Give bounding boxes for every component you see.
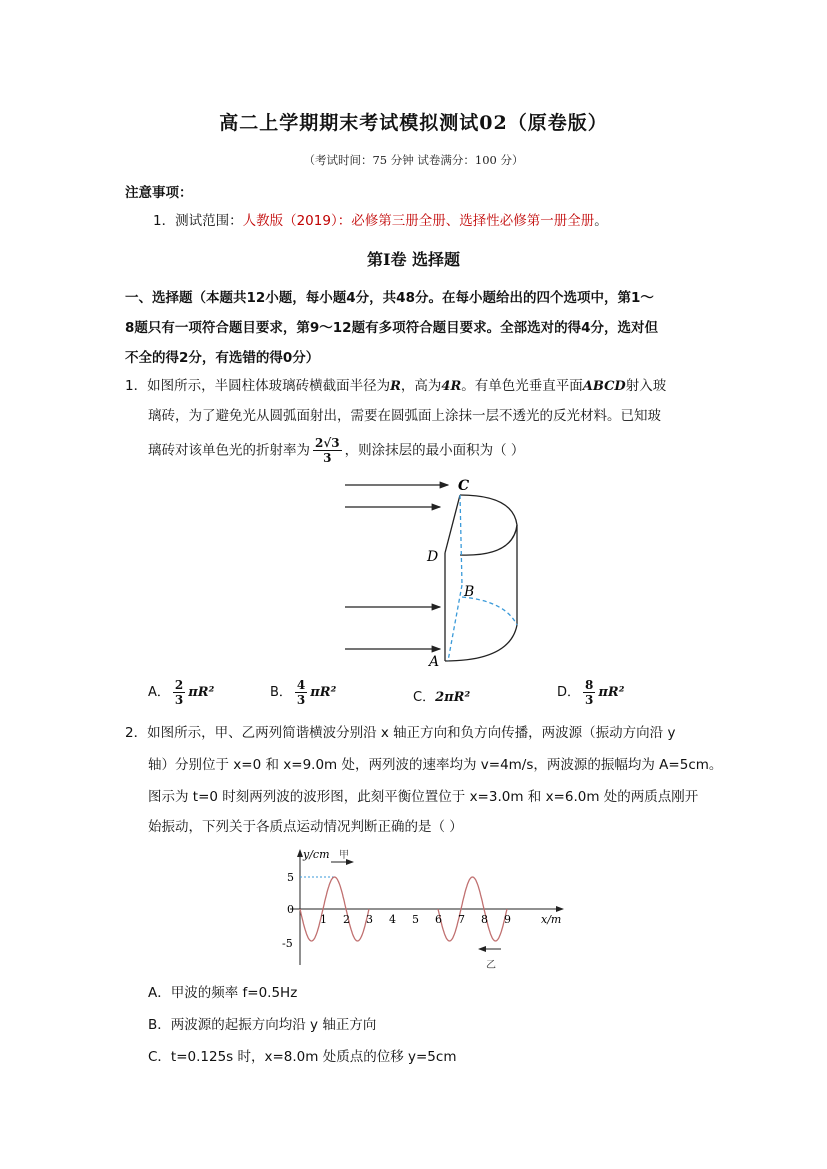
y-tick: 5 — [287, 871, 294, 884]
part1-line-1: 一、选择题（本题共12小题，每小题4分，共48分。在每小题给出的四个选项中，第1～ — [125, 290, 654, 306]
x-tick: 6 — [435, 913, 442, 926]
x-tick: 8 — [481, 913, 488, 926]
exam-info: （考试时间：75 分钟 试卷满分：100 分） — [303, 153, 524, 167]
q1-option-b[interactable] — [270, 678, 336, 707]
q2-option-b[interactable]: B．两波源的起振方向均沿 y 轴正方向 — [148, 1017, 377, 1033]
wave-graph — [275, 845, 575, 975]
fraction-denominator: 3 — [585, 693, 594, 707]
label-a: A — [429, 654, 440, 670]
x-tick: 7 — [458, 913, 465, 926]
label-c: C — [458, 478, 470, 494]
option-fraction — [173, 678, 185, 707]
option-fraction — [583, 678, 595, 707]
label-b: B — [464, 584, 475, 600]
notice-scope: 人教版（2019）：必修第三册全册、选择性必修第一册全册 — [242, 213, 595, 229]
q1-text-d: 射入玻 — [625, 378, 667, 394]
q2-line-3: 图示为 t=0 时刻两列波的波形图，此刻平衡位置位于 x=3.0m 和 x=6.0m 处的两质点刚开 — [148, 789, 699, 805]
q1-text-b: ，高为 — [400, 378, 442, 394]
fraction-denominator: 3 — [323, 451, 332, 465]
option-expression: 2πR² — [435, 690, 471, 705]
q1-text-c: 。有单色光垂直平面 — [461, 378, 583, 394]
part1-line-2: 8题只有一项符合题目要求，第9～12题有多项符合题目要求。全部选对的得4分，选对但 — [125, 320, 658, 336]
option-fraction — [295, 678, 307, 707]
q1-line-3 — [148, 436, 524, 465]
notice-item-prefix: 1．测试范围： — [153, 213, 243, 229]
option-expression: πR² — [310, 685, 337, 700]
fraction-denominator: 3 — [174, 693, 184, 707]
x-tick: 3 — [366, 913, 373, 926]
wave-b-label: 乙 — [486, 960, 496, 971]
wave-a-label: 甲 — [339, 850, 349, 861]
y-tick: -5 — [282, 937, 293, 950]
x-tick: 2 — [343, 913, 350, 926]
q2-line-2: 轴）分别位于 x=0 和 x=9.0m 处，两列波的速率均为 v=4m/s，两波源的振幅均为 A=5cm。 — [148, 757, 723, 773]
x-tick: 9 — [504, 913, 511, 926]
q1-text-a: 1．如图所示，半圆柱体玻璃砖横截面半径为 — [125, 378, 391, 394]
q2-line-1: 2．如图所示，甲、乙两列简谐横波分别沿 x 轴正方向和负方向传播，两波源（振动方向沿 y — [125, 725, 676, 741]
part1-line-3: 不全的得2分，有选错的得0分） — [125, 350, 320, 366]
y-tick: 0 — [287, 903, 294, 916]
q1-option-c[interactable] — [413, 686, 470, 705]
x-tick: 5 — [412, 913, 419, 926]
x-tick: 4 — [389, 913, 396, 926]
notice-item-end: 。 — [594, 213, 608, 229]
refractive-index-fraction — [313, 436, 342, 465]
hidden-arc — [462, 597, 517, 625]
section-title: 第Ⅰ卷 选择题 — [366, 250, 461, 269]
x-axis-label: x/m — [541, 913, 562, 926]
q1-text-f: ，则涂抹层的最小面积为（ ） — [344, 442, 525, 459]
q1-var-r: R — [390, 379, 401, 394]
option-label: D． — [557, 685, 581, 700]
notice-item — [153, 211, 608, 231]
label-d: D — [427, 549, 439, 565]
q2-option-a[interactable]: A．甲波的频率 f=0.5Hz — [148, 985, 298, 1001]
q1-var-4r: 4R — [441, 379, 462, 394]
x-tick-labels — [320, 913, 511, 926]
fraction-numerator: 8 — [585, 678, 594, 692]
fraction-numerator: 2√3 — [315, 436, 340, 450]
fraction-denominator: 3 — [296, 693, 306, 707]
option-label: B． — [270, 685, 292, 700]
q1-var-abcd: ABCD — [582, 379, 626, 394]
hidden-edge — [460, 495, 462, 585]
option-label: A． — [148, 685, 170, 700]
q1-line-2: 璃砖，为了避免光从圆弧面射出，需要在圆弧面上涂抹一层不透光的反光材料。已知玻 — [148, 408, 661, 424]
q1-line-1 — [125, 376, 666, 397]
fraction-numerator: 4 — [296, 678, 306, 692]
x-tick: 1 — [320, 913, 327, 926]
front-edge — [445, 495, 460, 553]
y-axis-label: y/cm — [303, 848, 330, 861]
notice-heading: 注意事项： — [125, 185, 193, 201]
q2-line-4: 始振动，下列关于各质点运动情况判断正确的是（ ） — [148, 819, 463, 835]
bottom-arc — [445, 625, 517, 661]
option-label: C． — [413, 690, 436, 705]
fraction-numerator: 2 — [174, 678, 184, 692]
option-expression: πR² — [188, 685, 215, 700]
q1-text-e: 璃砖对该单色光的折射率为 — [148, 442, 310, 459]
q1-option-a[interactable] — [148, 678, 214, 707]
q2-option-c[interactable]: C．t=0.125s 时，x=8.0m 处质点的位移 y=5cm — [148, 1049, 457, 1065]
hidden-edge — [448, 585, 462, 661]
option-expression: πR² — [598, 685, 625, 700]
q1-option-d[interactable] — [557, 678, 624, 707]
page-title: 高二上学期期末考试模拟测试02（原卷版） — [219, 112, 608, 134]
top-face — [460, 495, 517, 555]
half-cylinder-figure — [330, 475, 530, 675]
